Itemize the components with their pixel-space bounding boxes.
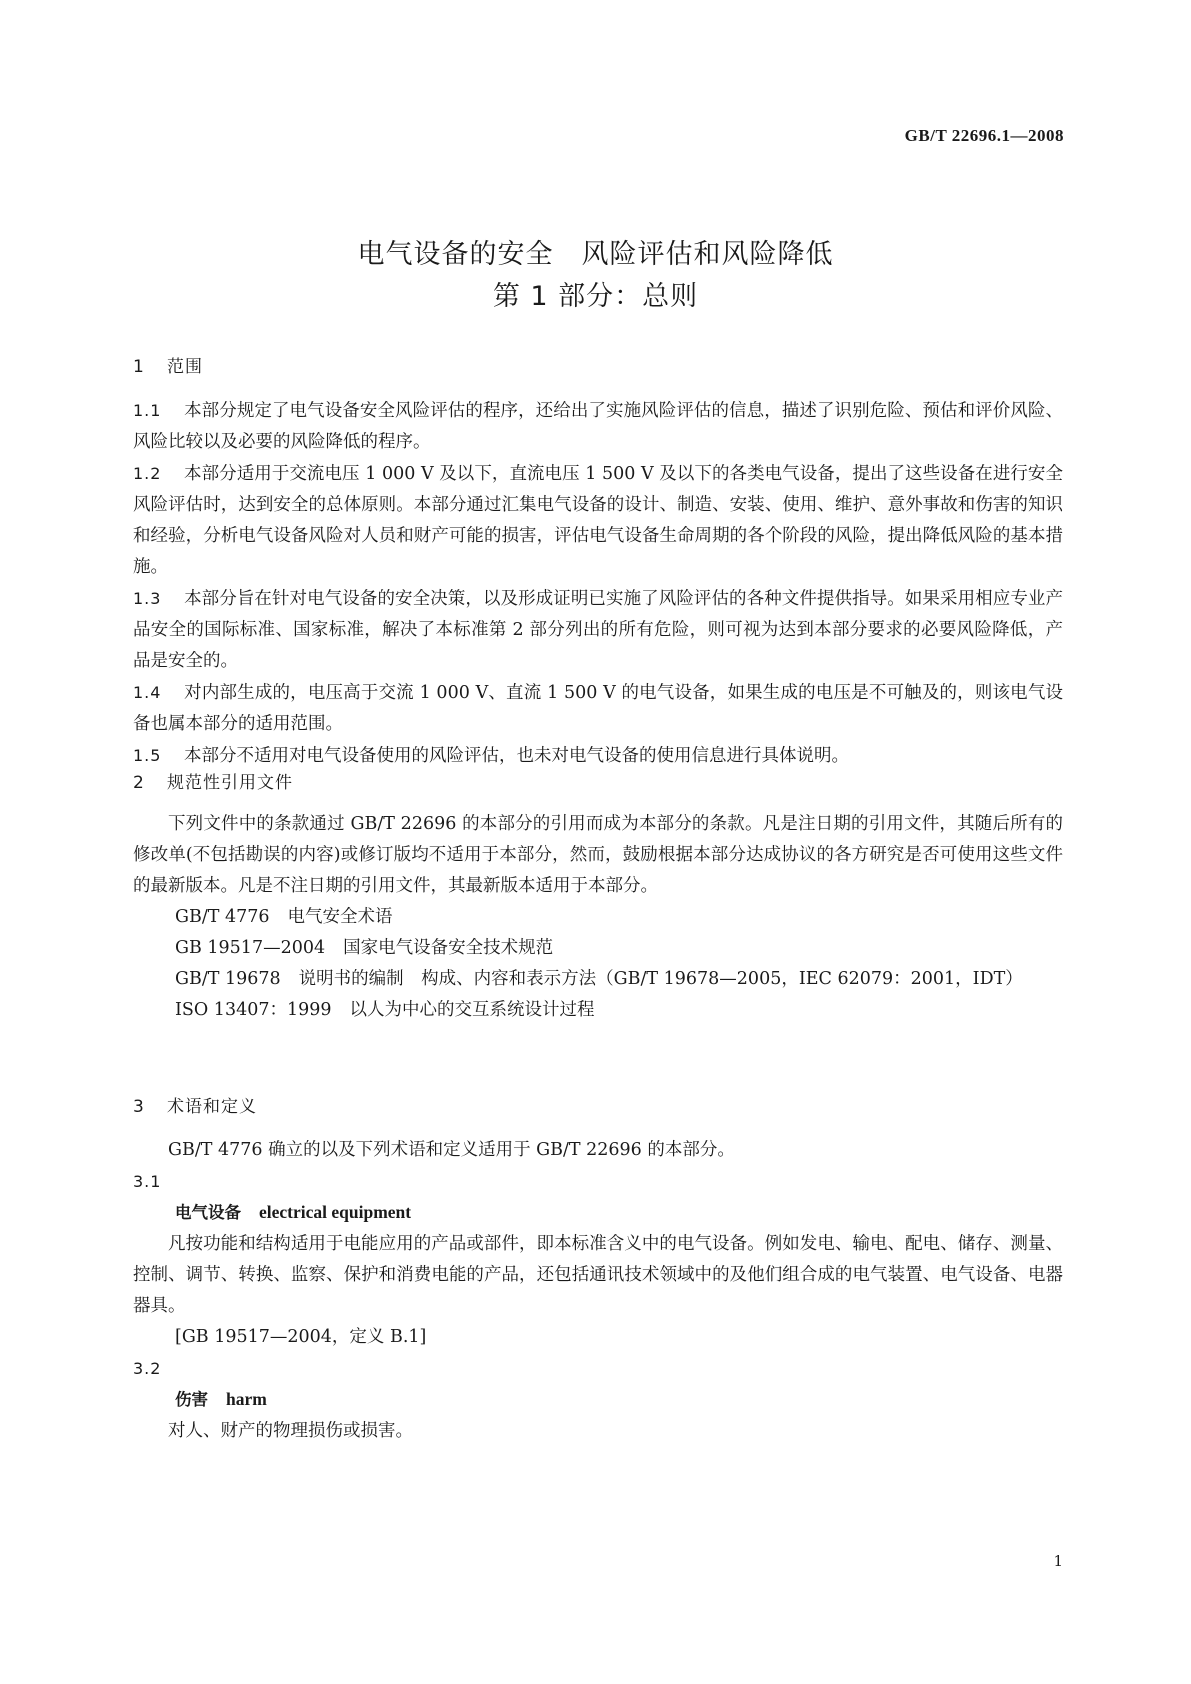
section-1	[133, 352, 1063, 772]
term-zh: 伤害	[175, 1390, 208, 1409]
terms-intro: GB/T 4776 确立的以及下列术语和定义适用于 GB/T 22696 的本部分。	[168, 1140, 735, 1160]
section-title: 规范性引用文件	[167, 773, 293, 793]
term-definition: 凡按功能和结构适用于电能应用的产品或部件，即本标准含义中的电气设备。例如发电、输电、配电、储存、测量、控制、调节、转换、监察、保护和消费电能的产品，还包括通讯技术领域中的及他们组合成的电气装置、电气设备、电器器具。	[133, 1234, 1063, 1316]
section-heading	[133, 352, 1063, 383]
clause-number: 1.5	[133, 746, 162, 765]
reference-code: GB/T 19678	[175, 969, 281, 989]
reference-item	[133, 933, 1063, 964]
clause-number: 1.2	[133, 464, 162, 483]
term-entry	[133, 1197, 1063, 1229]
normative-intro: 下列文件中的条款通过 GB/T 22696 的本部分的引用而成为本部分的条款。凡是注日期的引用文件，其随后所有的修改单(不包括勘误的内容)或修订版均不适用于本部分，然而，鼓励根据本部分达成协议的各方研究是否可使用这些文件的最新版本。凡是不注日期的引用文件，其最新版本适用于本部分。	[133, 814, 1063, 896]
section-heading	[133, 1092, 1063, 1123]
document-title: 电气设备的安全 风险评估和风险降低	[357, 239, 834, 270]
term-number: 3.2	[133, 1359, 162, 1378]
reference-title: 国家电气设备安全技术规范	[343, 938, 554, 958]
clause-1-3	[133, 583, 1063, 677]
section-title: 范围	[167, 357, 203, 377]
reference-title: 说明书的编制 构成、内容和表示方法（GB/T 19678—2005，IEC 62079：2001，IDT）	[298, 969, 1023, 989]
clause-text: 本部分适用于交流电压 1 000 V 及以下，直流电压 1 500 V 及以下的各类电气设备，提出了这些设备在进行安全风险评估时，达到安全的总体原则。本部分通过汇集电气设备的设计、制造、安装、使用、维护、意外事故和伤害的知识和经验，分析电气设备风险对人员和财产可能的损害，评估电气设备生命周期的各个阶段的风险，提出降低风险的基本措施。	[133, 464, 1063, 577]
clause-1-1	[133, 395, 1063, 458]
section-3	[133, 1092, 1063, 1447]
term-source: [GB 19517—2004，定义 B.1]	[175, 1327, 427, 1347]
reference-code: GB 19517—2004	[175, 938, 326, 958]
clause-text: 本部分规定了电气设备安全风险评估的程序，还给出了实施风险评估的信息，描述了识别危险、预估和评价风险、风险比较以及必要的风险降低的程序。	[133, 401, 1063, 452]
reference-title: 电气安全术语	[287, 907, 393, 927]
clause-number: 1.1	[133, 401, 162, 420]
clause-number: 1.3	[133, 589, 162, 608]
clause-1-2	[133, 458, 1063, 583]
term-zh: 电气设备	[175, 1203, 241, 1222]
reference-title: 以人为中心的交互系统设计过程	[349, 1000, 595, 1020]
term-en: electrical equipment	[259, 1202, 412, 1222]
term-en: harm	[226, 1389, 267, 1409]
term-entry	[133, 1384, 1063, 1416]
clause-text: 本部分不适用对电气设备使用的风险评估，也未对电气设备的使用信息进行具体说明。	[184, 746, 849, 766]
clause-1-4	[133, 677, 1063, 740]
document-subtitle: 第 1 部分：总则	[492, 281, 699, 312]
reference-item	[133, 995, 1063, 1026]
page-number: 1	[1053, 1552, 1063, 1570]
clause-number: 1.4	[133, 683, 162, 702]
section-heading	[133, 768, 1063, 799]
reference-code: ISO 13407：1999	[175, 1000, 332, 1020]
clause-text: 本部分旨在针对电气设备的安全决策，以及形成证明已实施了风险评估的各种文件提供指导。如果采用相应专业产品安全的国际标准、国家标准，解决了本标准第 2 部分列出的所有危险，则可视为达到本部分要求的必要风险降低，产品是安全的。	[133, 589, 1063, 671]
clause-text: 对内部生成的，电压高于交流 1 000 V、直流 1 500 V 的电气设备，如果生成的电压是不可触及的，则该电气设备也属本部分的适用范围。	[133, 683, 1063, 734]
section-number: 2	[133, 773, 145, 793]
standard-code: GB/T 22696.1—2008	[904, 126, 1064, 145]
term-number: 3.1	[133, 1172, 162, 1191]
section-number: 3	[133, 1097, 145, 1117]
reference-item	[133, 902, 1063, 933]
reference-item	[133, 964, 1063, 995]
term-definition: 对人、财产的物理损伤或损害。	[168, 1421, 413, 1441]
section-number: 1	[133, 357, 145, 377]
section-2	[133, 768, 1063, 1026]
section-title: 术语和定义	[167, 1097, 257, 1117]
reference-code: GB/T 4776	[175, 907, 270, 927]
